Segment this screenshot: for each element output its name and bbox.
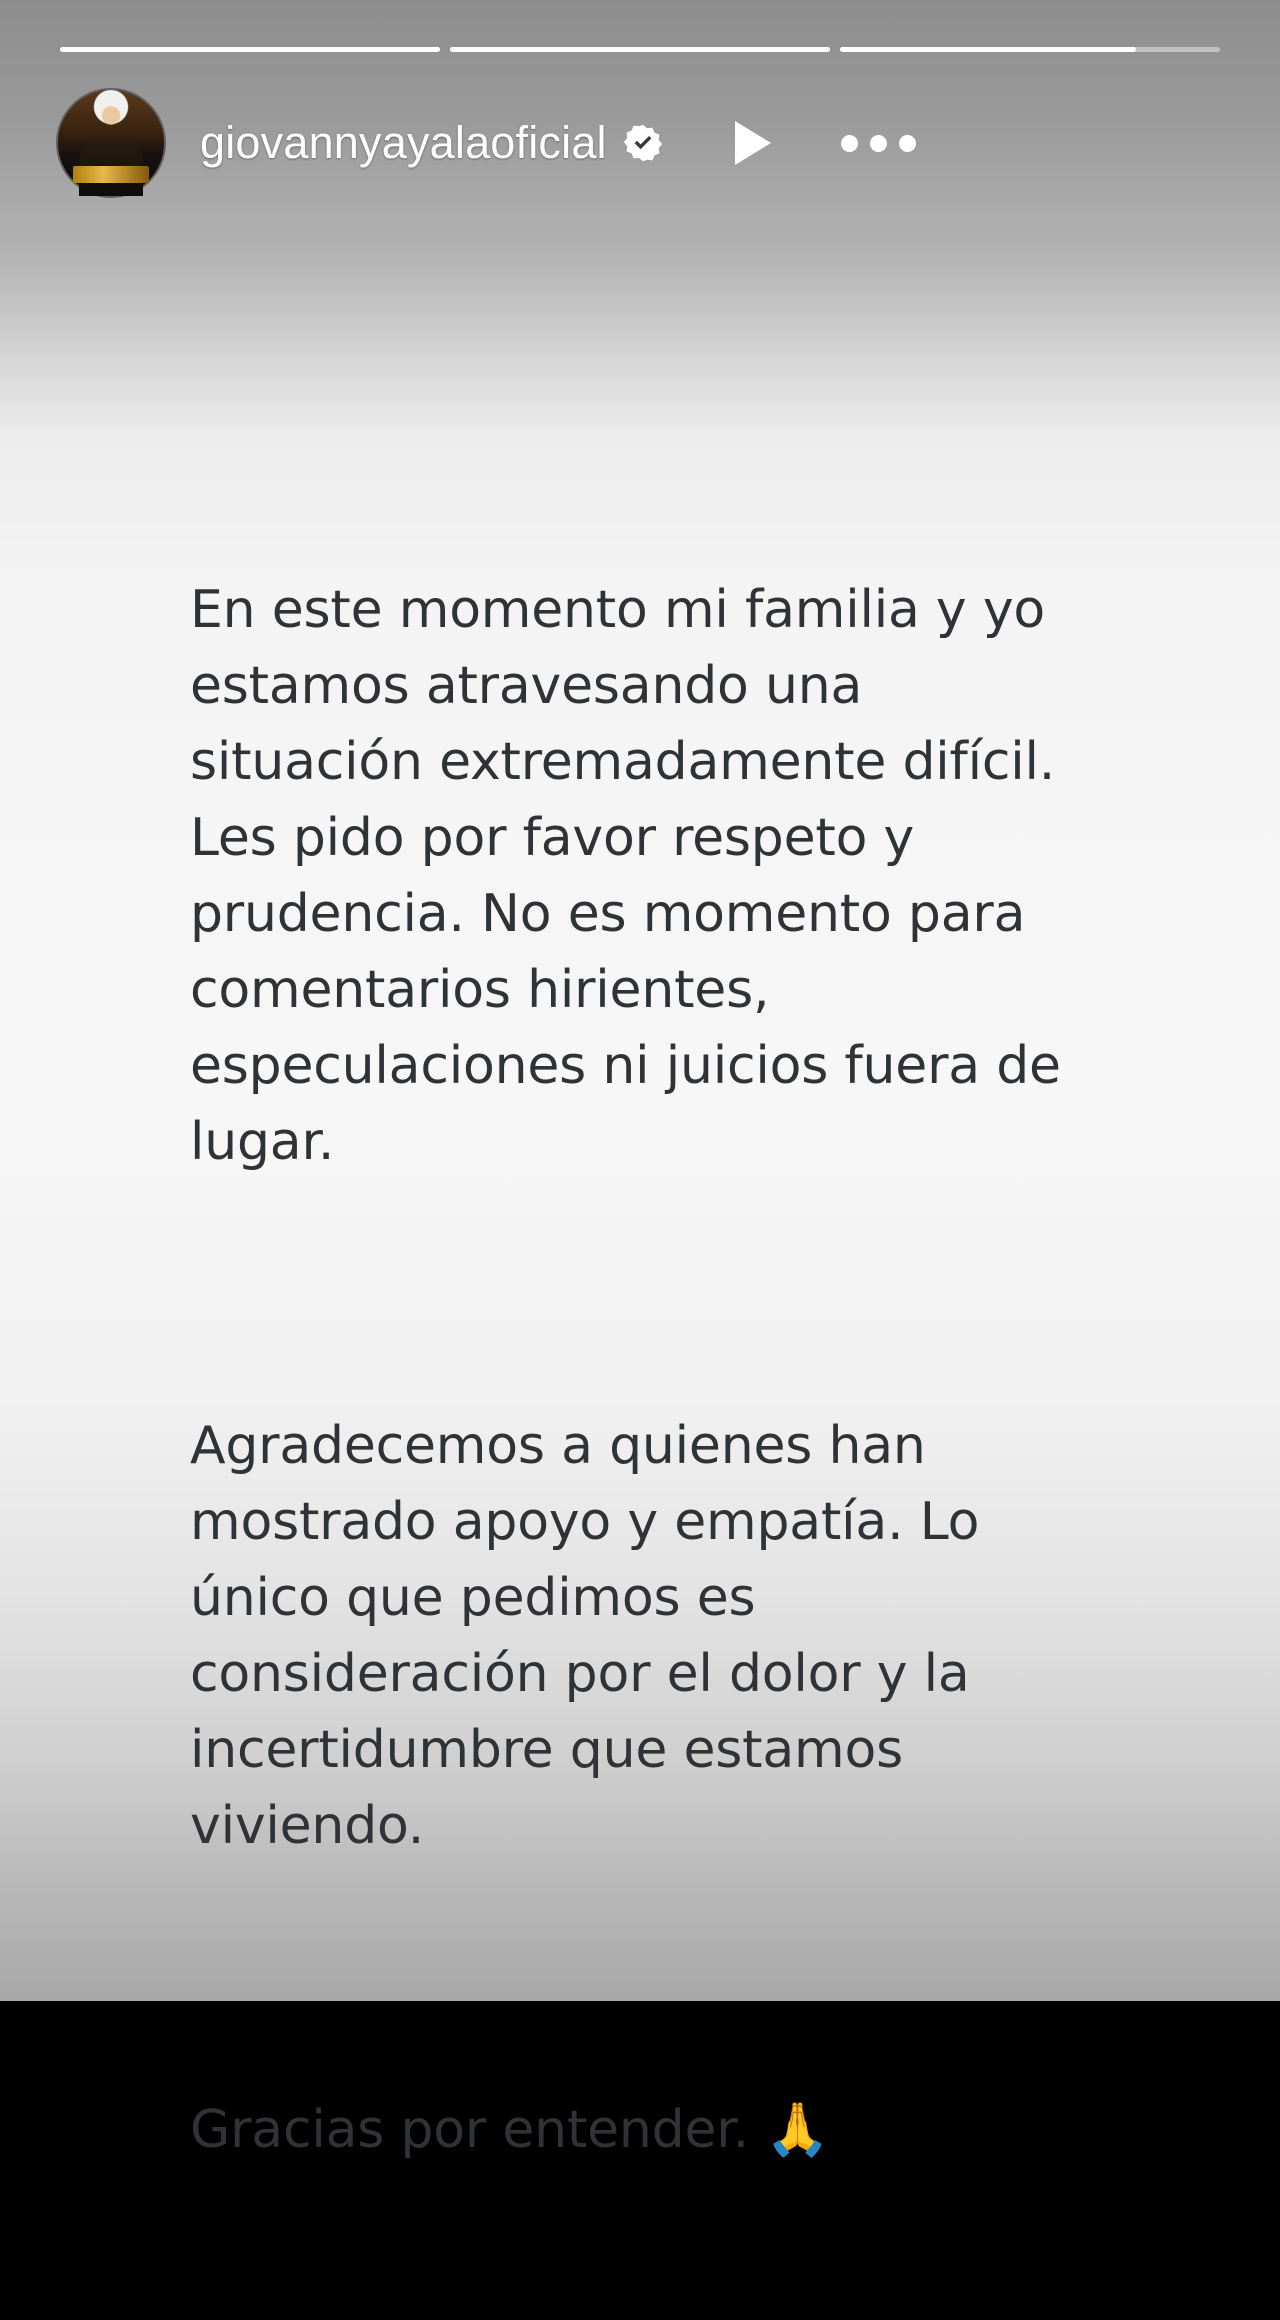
- story-progress-segment-3[interactable]: [840, 47, 1220, 52]
- story-progress-fill-1: [60, 47, 440, 52]
- story-progress-segment-1[interactable]: [60, 47, 440, 52]
- more-options-icon[interactable]: [841, 135, 916, 152]
- profile-avatar-icon: [58, 90, 164, 196]
- avatar[interactable]: [56, 88, 166, 198]
- story-header: [56, 88, 1232, 198]
- story-paragraph-2: Agradecemos a quienes han mostrado apoyo y empatía. Lo único que pedimos es consideración por el dolor y la incertidumbre que estamos viviendo.: [190, 1416, 996, 1856]
- story-paragraph-3: Gracias por entender. 🙏: [190, 2100, 830, 2160]
- more-dot-1: [841, 135, 858, 152]
- story-progress-bar: [60, 47, 1220, 52]
- story-progress-fill-2: [450, 47, 830, 52]
- story-text-block: [190, 420, 1078, 2320]
- more-dot-3: [899, 135, 916, 152]
- verified-badge-icon: [623, 123, 663, 163]
- story-username[interactable]: giovannyayalaoficial: [200, 117, 607, 168]
- avatar-torso: [79, 139, 143, 196]
- story-progress-segment-2[interactable]: [450, 47, 830, 52]
- play-icon[interactable]: [731, 118, 775, 168]
- story-paragraph-1: En este momento mi familia y yo estamos atravesando una situación extremadamente difícil. Les pido por favor respeto y prudencia. No es momento para comentarios hirientes, especulaciones ni juicios fuera de lugar.: [190, 580, 1078, 1172]
- more-dot-2: [870, 135, 887, 152]
- story-progress-fill-3: [840, 47, 1136, 52]
